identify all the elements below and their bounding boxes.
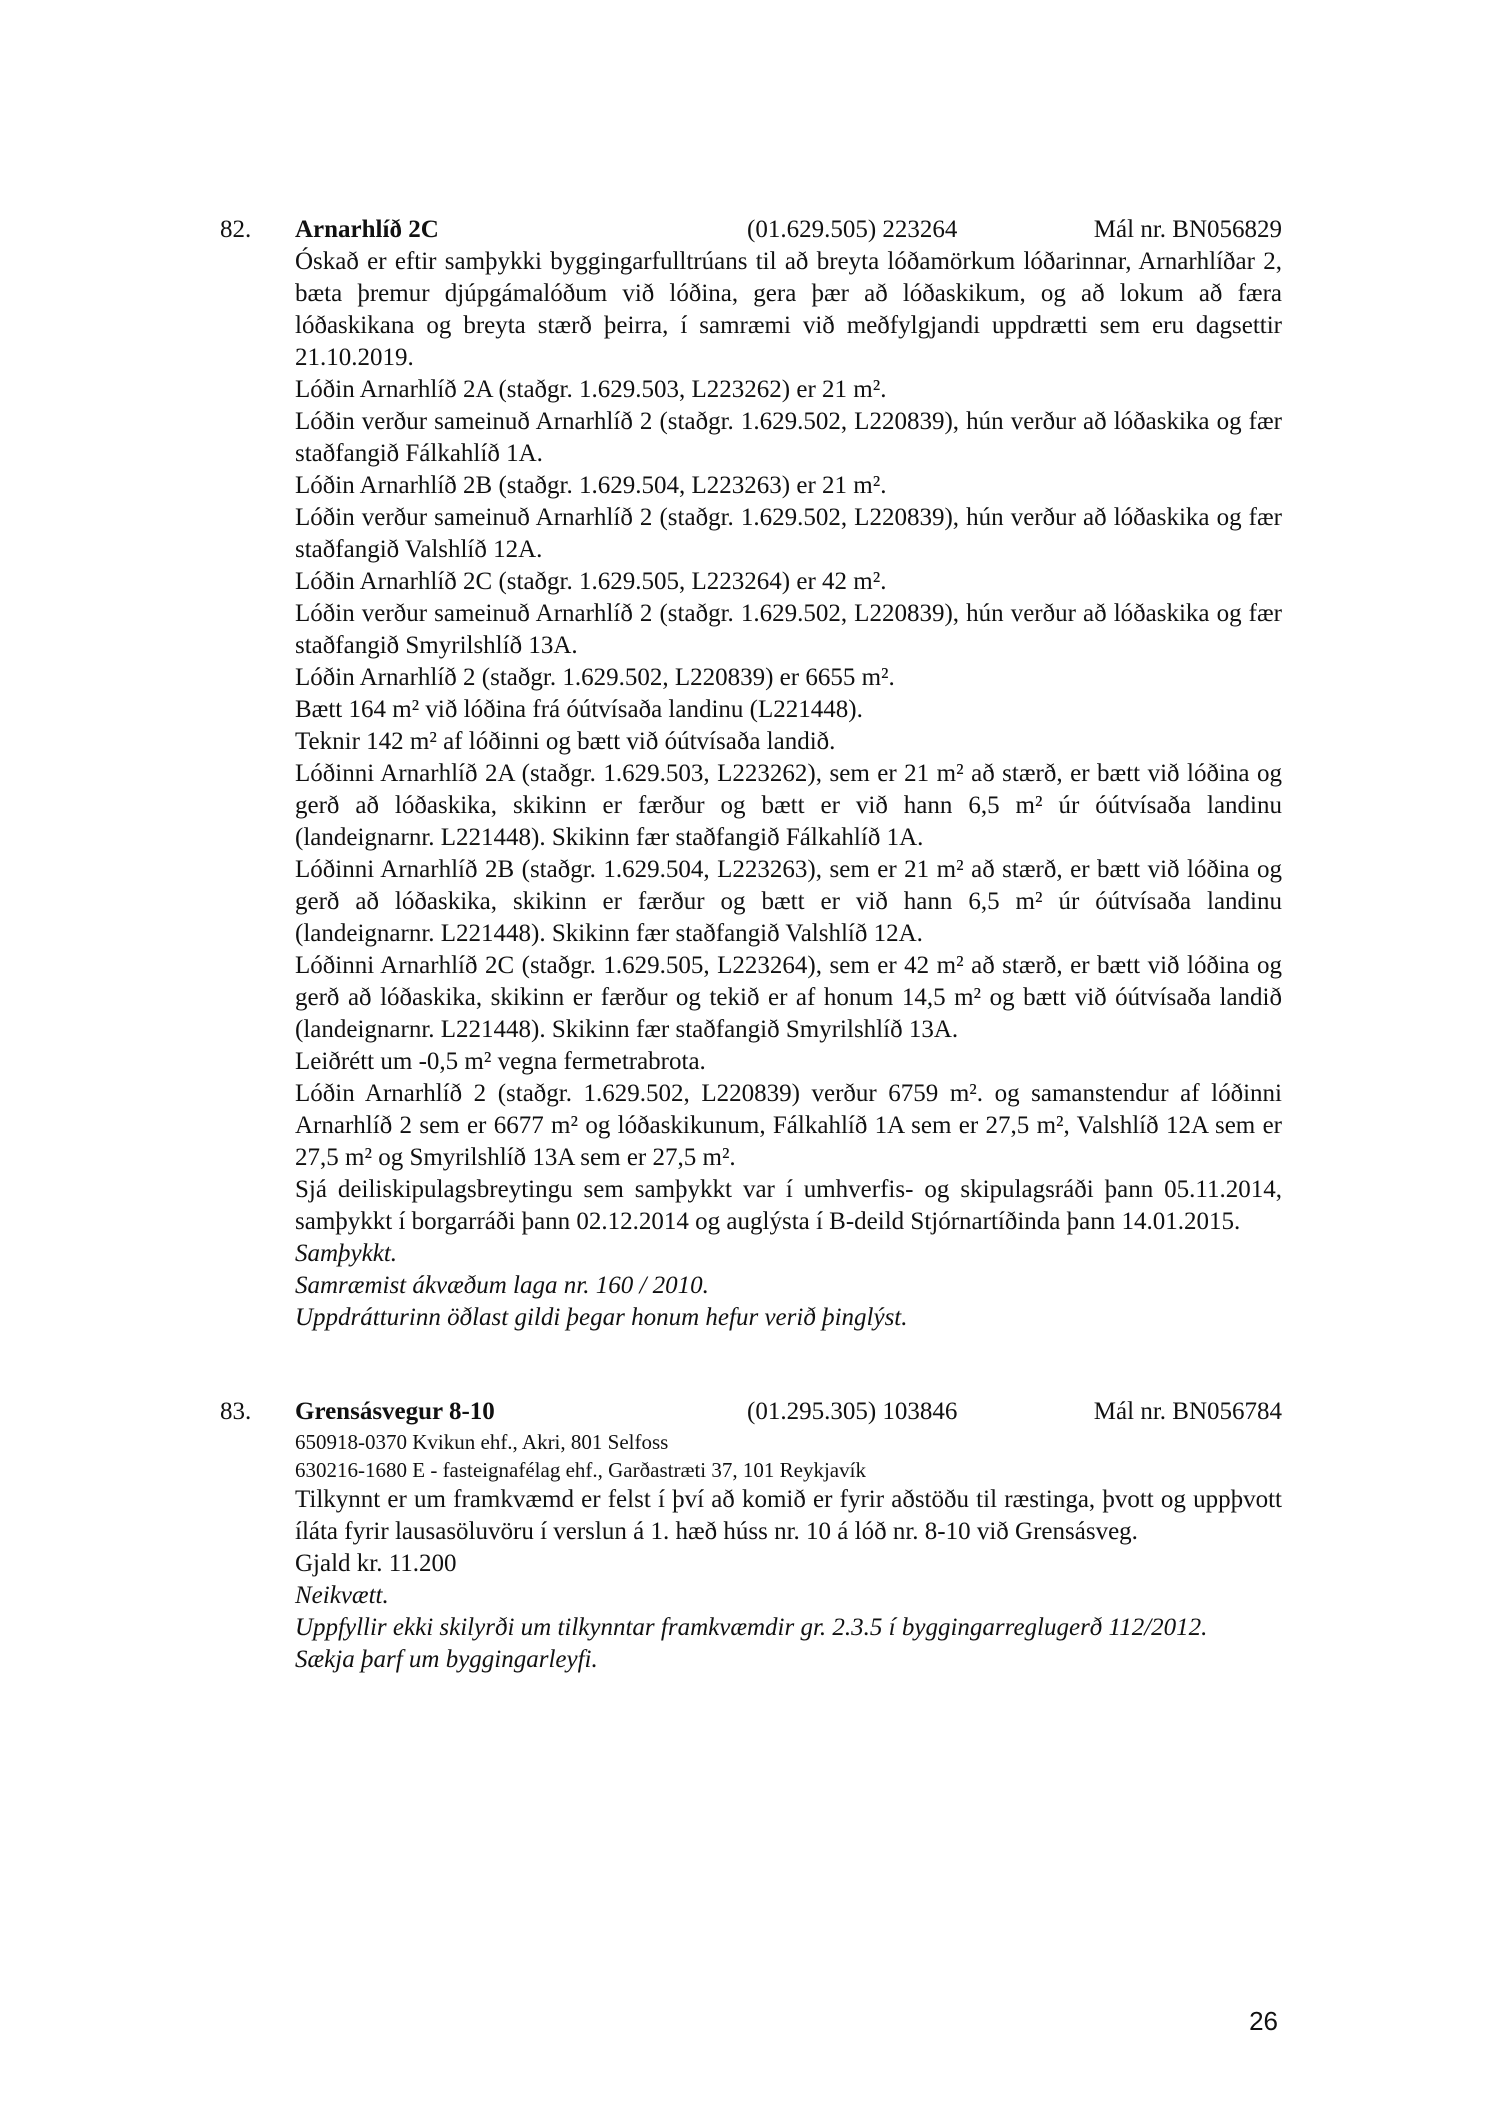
case-number-id: Mál nr. BN056784: [1093, 1398, 1282, 1425]
page-number: 26: [1249, 2006, 1278, 2036]
decision-text: Sækja þarf um byggingarleyfi.: [295, 1646, 598, 1673]
case-paragraph: Lóðin Arnarhlíð 2B (staðgr. 1.629.504, L223263) er 21 m².: [295, 472, 887, 499]
case-entry-83: [220, 1396, 1282, 1676]
decision-text: Samræmist ákvæðum laga nr. 160 / 2010.: [295, 1272, 709, 1299]
case-entry-82: [220, 214, 1282, 1334]
case-paragraph: Lóðinni Arnarhlíð 2C (staðgr. 1.629.505, L223264), sem er 42 m² að stærð, er bætt við lóðina og gerð að lóðaskika, skikinn er færður og tekið er af honum 14,5 m² og bætt við óútvísaða landið (landeignarnr. L221448). Skikinn fær staðfangið Smyrilshlíð 13A.: [295, 952, 1282, 1043]
case-paragraph: Lóðin verður sameinuð Arnarhlíð 2 (staðgr. 1.629.502, L220839), hún verður að lóðaskika og fær staðfangið Valshlíð 12A.: [295, 504, 1282, 563]
decision-text: Neikvætt.: [295, 1582, 389, 1609]
decision-text: Samþykkt.: [295, 1240, 398, 1267]
case-paragraph: Lóðin Arnarhlíð 2A (staðgr. 1.629.503, L223262) er 21 m².: [295, 376, 887, 403]
case-paragraph: Lóðinni Arnarhlíð 2B (staðgr. 1.629.504, L223263), sem er 21 m² að stærð, er bætt við lóðina og gerð að lóðaskika, skikinn er færður og bætt er við hann 6,5 m² úr óútvísaða landinu (landeignarnr. L221448). Skikinn fær staðfangið Valshlíð 12A.: [295, 856, 1282, 947]
case-paragraph: Sjá deiliskipulagsbreytingu sem samþykkt var í umhverfis- og skipulagsráði þann 05.11.2014, samþykkt í borgarráði þann 02.12.2014 og auglýsta í B-deild Stjórnartíðinda þann 14.01.2015.: [295, 1176, 1282, 1235]
case-paragraph: Óskað er eftir samþykki byggingarfulltrúans til að breyta lóðamörkum lóðarinnar, Arnarhlíðar 2, bæta þremur djúpgámalóðum við lóðina, gera þær að lóðaskikum, og að lokum að færa lóðaskikana og breyta stærð þeirra, í samræmi við meðfylgjandi uppdrætti sem eru dagsettir 21.10.2019.: [295, 248, 1282, 371]
case-reference: (01.295.305) 103846: [747, 1398, 958, 1425]
case-paragraph: Teknir 142 m² af lóðinni og bætt við óútvísaða landið.: [295, 728, 836, 755]
case-paragraph: Tilkynnt er um framkvæmd er felst í því að komið er fyrir aðstöðu til ræstinga, þvott og uppþvott íláta fyrir lausasöluvöru í verslun á 1. hæð húss nr. 10 á lóð nr. 8-10 við Grensásveg.: [295, 1486, 1282, 1545]
applicant-line: 630216-1680 E - fasteignafélag ehf., Garðastræti 37, 101 Reykjavík: [295, 1458, 866, 1482]
case-paragraph: Lóðin verður sameinuð Arnarhlíð 2 (staðgr. 1.629.502, L220839), hún verður að lóðaskika og fær staðfangið Smyrilshlíð 13A.: [295, 600, 1282, 659]
decision-text: Uppfyllir ekki skilyrði um tilkynntar framkvæmdir gr. 2.3.5 í byggingarreglugerð 112/2012.: [295, 1614, 1208, 1641]
case-number: 82.: [220, 216, 252, 243]
case-header: [220, 214, 1282, 246]
decision-text: Uppdrátturinn öðlast gildi þegar honum hefur verið þinglýst.: [295, 1304, 908, 1331]
case-paragraph: Leiðrétt um -0,5 m² vegna fermetrabrota.: [295, 1048, 706, 1075]
case-paragraph: Lóðinni Arnarhlíð 2A (staðgr. 1.629.503, L223262), sem er 21 m² að stærð, er bætt við lóðina og gerð að lóðaskika, skikinn er færður og bætt er við hann 6,5 m² úr óútvísaða landinu (landeignarnr. L221448). Skikinn fær staðfangið Fálkahlíð 1A.: [295, 760, 1282, 851]
case-address: Arnarhlíð 2C: [295, 216, 439, 243]
case-paragraph: Lóðin Arnarhlíð 2C (staðgr. 1.629.505, L223264) er 42 m².: [295, 568, 887, 595]
case-paragraph: Lóðin verður sameinuð Arnarhlíð 2 (staðgr. 1.629.502, L220839), hún verður að lóðaskika og fær staðfangið Fálkahlíð 1A.: [295, 408, 1282, 467]
case-paragraph: Gjald kr. 11.200: [295, 1550, 457, 1577]
case-number: 83.: [220, 1398, 252, 1425]
case-address: Grensásvegur 8-10: [295, 1398, 495, 1425]
case-body: [295, 1428, 1282, 1676]
case-reference: (01.629.505) 223264: [747, 216, 958, 243]
case-number-id: Mál nr. BN056829: [1093, 216, 1282, 243]
case-body: [295, 246, 1282, 1334]
case-paragraph: Bætt 164 m² við lóðina frá óútvísaða landinu (L221448).: [295, 696, 863, 723]
case-header: [220, 1396, 1282, 1428]
case-paragraph: Lóðin Arnarhlíð 2 (staðgr. 1.629.502, L220839) verður 6759 m². og samanstendur af lóðinni Arnarhlíð 2 sem er 6677 m² og lóðaskikunum, Fálkahlíð 1A sem er 27,5 m², Valshlíð 12A sem er 27,5 m² og Smyrilshlíð 13A sem er 27,5 m².: [295, 1080, 1282, 1171]
case-paragraph: Lóðin Arnarhlíð 2 (staðgr. 1.629.502, L220839) er 6655 m².: [295, 664, 895, 691]
applicant-line: 650918-0370 Kvikun ehf., Akri, 801 Selfoss: [295, 1430, 669, 1454]
